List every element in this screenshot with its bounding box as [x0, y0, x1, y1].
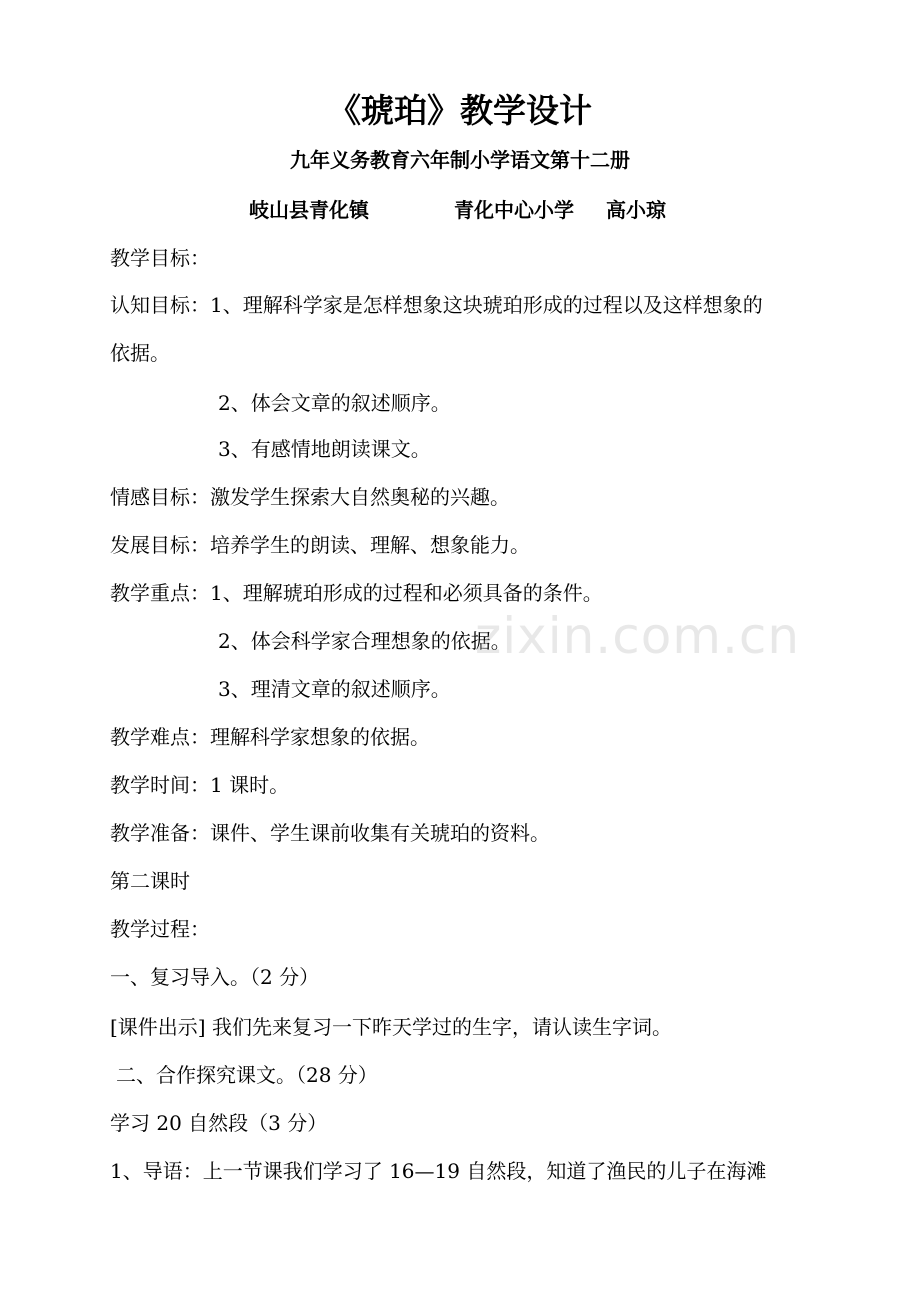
paragraph-20-heading: 学习 20 自然段（3 分）	[110, 1111, 328, 1135]
author-name: 高小琼	[606, 198, 666, 222]
cognitive-objective-3: 3、有感情地朗读课文。	[218, 437, 431, 461]
cognitive-objective: 认知目标：1、理解科学家是怎样想象这块琥珀形成的过程以及这样想象的	[110, 293, 763, 317]
teaching-objectives-heading: 教学目标：	[110, 246, 210, 270]
author-county: 岐山县青化镇	[249, 198, 369, 222]
section-review-intro: 一、复习导入。（2 分）	[110, 965, 320, 989]
author-line	[0, 195, 920, 225]
section-cooperative-study: 二、合作探究课文。（28 分）	[116, 1063, 378, 1087]
intro-guidance: 1、导语：上一节课我们学习了 16—19 自然段，知道了渔民的儿子在海滩	[110, 1159, 767, 1183]
teaching-process-heading: 教学过程：	[110, 917, 210, 941]
teaching-time: 教学时间：1 课时。	[110, 773, 290, 797]
second-lesson-heading: 第二课时	[110, 869, 190, 893]
teaching-difficulty: 教学难点：理解科学家想象的依据。	[110, 725, 430, 749]
teaching-key-point-3: 3、理清文章的叙述顺序。	[218, 677, 451, 701]
development-objective: 发展目标：培养学生的朗读、理解、想象能力。	[110, 533, 530, 557]
cognitive-objective-2: 2、体会文章的叙述顺序。	[218, 391, 451, 415]
author-school: 青化中心小学	[454, 198, 574, 222]
cognitive-objective-cont: 依据。	[110, 341, 170, 365]
emotional-objective: 情感目标：激发学生探索大自然奥秘的兴趣。	[110, 485, 510, 509]
courseware-review: [课件出示] 我们先来复习一下昨天学过的生字，请认读生字词。	[110, 1015, 672, 1039]
document-subtitle: 九年义务教育六年制小学语文第十二册	[290, 148, 630, 172]
document-title: 《琥珀》教学设计	[328, 91, 592, 130]
teaching-key-point-1: 教学重点：1、理解琥珀形成的过程和必须具备的条件。	[110, 581, 603, 605]
teaching-key-point-2: 2、体会科学家合理想象的依据。	[218, 629, 511, 653]
teaching-preparation: 教学准备：课件、学生课前收集有关琥珀的资料。	[110, 821, 550, 845]
watermark-text: zixin.com.cn	[475, 607, 801, 665]
